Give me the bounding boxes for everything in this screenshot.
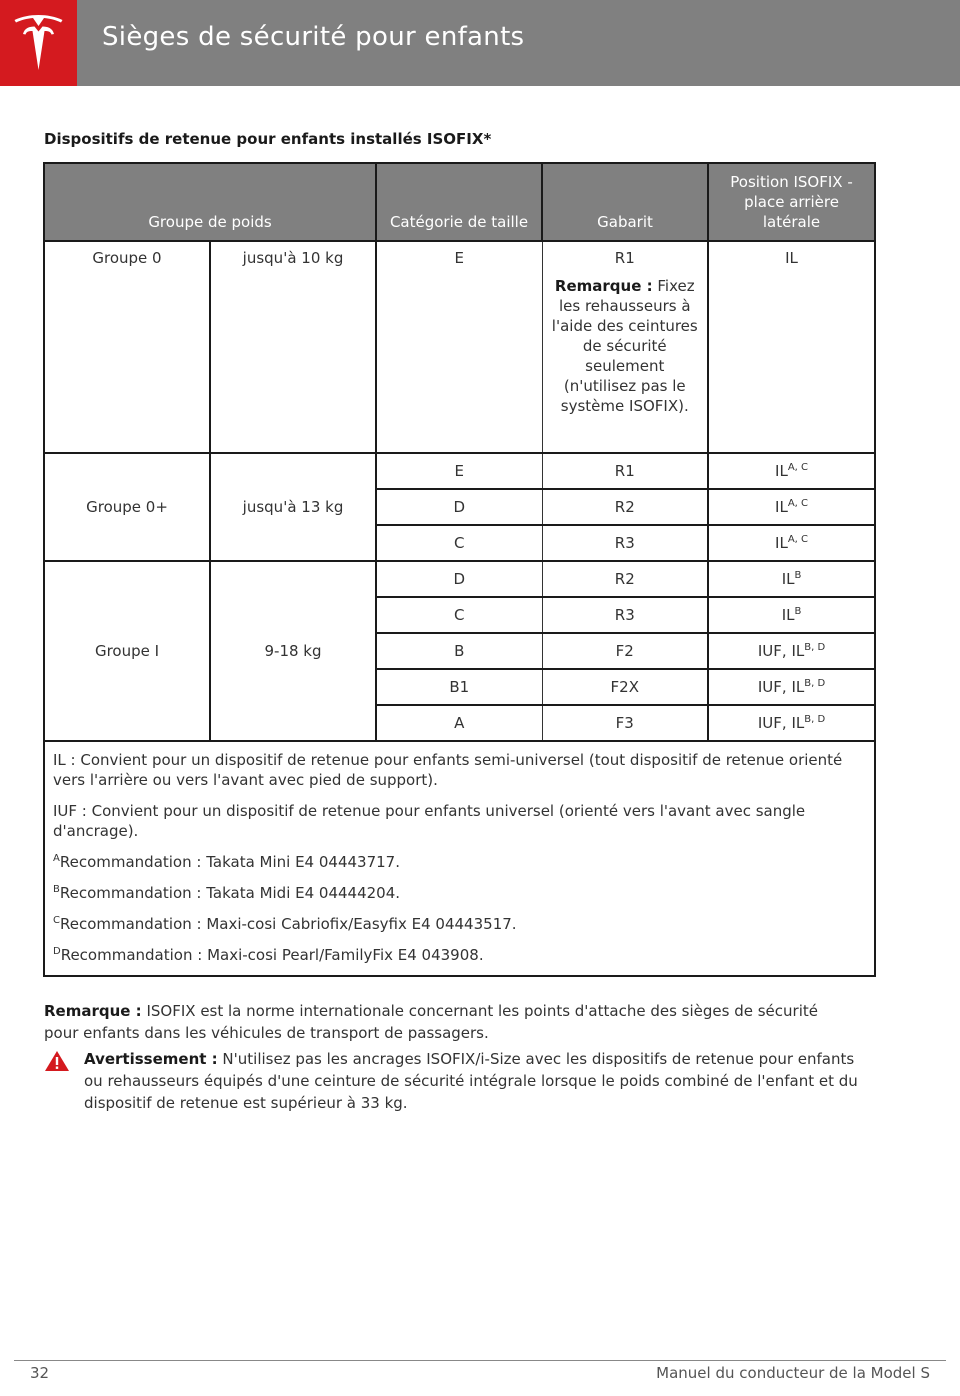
fixture-cell: R2 [542, 561, 708, 597]
warning-triangle-icon [44, 1050, 70, 1072]
header-weight-group: Groupe de poids [44, 163, 376, 241]
weight-cell: jusqu'à 13 kg [210, 453, 376, 561]
group-cell: Groupe 0+ [44, 453, 210, 561]
position-value: IUF, IL [757, 678, 805, 696]
position-cell: IL [708, 241, 875, 453]
brand-logo [0, 0, 77, 86]
footnote-marker: B [53, 884, 60, 895]
tesla-logo-icon [10, 12, 67, 72]
fixture-cell: F2 [542, 633, 708, 669]
position-cell [708, 669, 875, 705]
remark-paragraph [44, 1000, 844, 1044]
recommendation-text: Recommandation : Maxi-cosi Cabriofix/Easyfix E4 04443517. [59, 915, 517, 933]
table-notes [44, 741, 875, 976]
table-notes-row [44, 741, 875, 976]
fixture-cell: F2X [542, 669, 708, 705]
footnote-marker: A [53, 853, 60, 864]
position-value: IL [781, 570, 795, 588]
note-rec-a [53, 852, 866, 872]
header-position: Position ISOFIX - place arrière latérale [708, 163, 875, 241]
remark-label: Remarque : [44, 1002, 142, 1020]
weight-cell: jusqu'à 10 kg [210, 241, 376, 453]
position-cell [708, 525, 875, 561]
table-header-row [44, 163, 875, 241]
note-rec-b [53, 883, 866, 903]
recommendation-text: Recommandation : Takata Mini E4 04443717. [59, 853, 400, 871]
warning-block [44, 1048, 874, 1114]
position-value: IL [775, 498, 788, 516]
footer-divider [14, 1360, 946, 1361]
position-value: IUF, IL [757, 714, 805, 732]
table-row [44, 241, 875, 453]
manual-name: Manuel du conducteur de la Model S [656, 1364, 930, 1382]
fixture-cell: R1 [542, 453, 708, 489]
footnote-marker: D [53, 946, 61, 957]
position-value: IL [775, 534, 788, 552]
note-iuf: IUF : Convient pour un dispositif de retenue pour enfants universel (orienté vers l'avant avec sangle d'ancrage). [53, 802, 806, 840]
footnote-marker: C [53, 915, 60, 926]
page-header [0, 0, 960, 86]
warning-text [84, 1048, 874, 1114]
position-cell [708, 633, 875, 669]
fixture-cell: R3 [542, 525, 708, 561]
size-cell: B [376, 633, 542, 669]
footnote-ref: B [794, 570, 802, 581]
note-il: IL : Convient pour un dispositif de retenue pour enfants semi-universel (tout dispositif de retenue orienté vers l'arrière ou vers l'avant avec pied de support). [53, 751, 843, 789]
header-size-category: Catégorie de taille [376, 163, 542, 241]
size-cell: E [376, 453, 542, 489]
fixture-cell [542, 241, 708, 453]
footnote-ref: B, D [804, 678, 826, 689]
fixture-value: R1 [614, 249, 635, 267]
position-cell [708, 705, 875, 741]
footnote-ref: B, D [804, 714, 826, 725]
page-number: 32 [30, 1364, 50, 1382]
fixture-remark [549, 276, 702, 416]
remark-text: Fixez les rehausseurs à l'aide des ceintures de sécurité seulement (n'utilisez pas le système ISOFIX). [551, 277, 698, 415]
size-cell: E [376, 241, 542, 453]
fixture-cell: R3 [542, 597, 708, 633]
size-cell: A [376, 705, 542, 741]
group-cell: Groupe I [44, 561, 210, 741]
position-cell [708, 489, 875, 525]
position-value: IL [781, 606, 795, 624]
section-title: Dispositifs de retenue pour enfants installés ISOFIX* [44, 130, 492, 148]
size-cell: C [376, 597, 542, 633]
remark-text: ISOFIX est la norme internationale concernant les points d'attache des sièges de sécurité pour enfants dans les véhicules de transport de passagers. [44, 1002, 818, 1042]
warning-body: N'utilisez pas les ancrages ISOFIX/i-Size avec les dispositifs de retenue pour enfants ou rehausseurs équipés d'une ceinture de sécurité intégrale lorsque le poids combiné de l'enfant et du dispositif de retenue est supérieur à 33 kg. [84, 1050, 858, 1112]
footnote-ref: A, C [787, 534, 808, 545]
size-cell: B1 [376, 669, 542, 705]
remark-label: Remarque : [554, 277, 653, 295]
footnote-ref: B, D [804, 642, 826, 653]
position-value: IUF, IL [757, 642, 805, 660]
position-value: IL [775, 462, 788, 480]
warning-label: Avertissement : [84, 1050, 218, 1068]
note-rec-d [53, 945, 866, 965]
size-cell: C [376, 525, 542, 561]
table-row [44, 453, 875, 489]
table-row [44, 561, 875, 597]
note-rec-c [53, 914, 866, 934]
position-cell [708, 597, 875, 633]
header-fixture: Gabarit [542, 163, 708, 241]
fixture-cell: F3 [542, 705, 708, 741]
footnote-ref: A, C [787, 498, 808, 509]
size-cell: D [376, 561, 542, 597]
position-cell [708, 453, 875, 489]
header-title: Sièges de sécurité pour enfants [102, 22, 525, 52]
recommendation-text: Recommandation : Takata Midi E4 04444204. [59, 884, 401, 902]
fixture-cell: R2 [542, 489, 708, 525]
footnote-ref: A, C [787, 462, 808, 473]
footnote-ref: B [794, 606, 802, 617]
position-cell [708, 561, 875, 597]
recommendation-text: Recommandation : Maxi-cosi Pearl/FamilyFix E4 043908. [60, 946, 484, 964]
size-cell: D [376, 489, 542, 525]
group-cell: Groupe 0 [44, 241, 210, 453]
weight-cell: 9-18 kg [210, 561, 376, 741]
isofix-table [43, 162, 876, 977]
